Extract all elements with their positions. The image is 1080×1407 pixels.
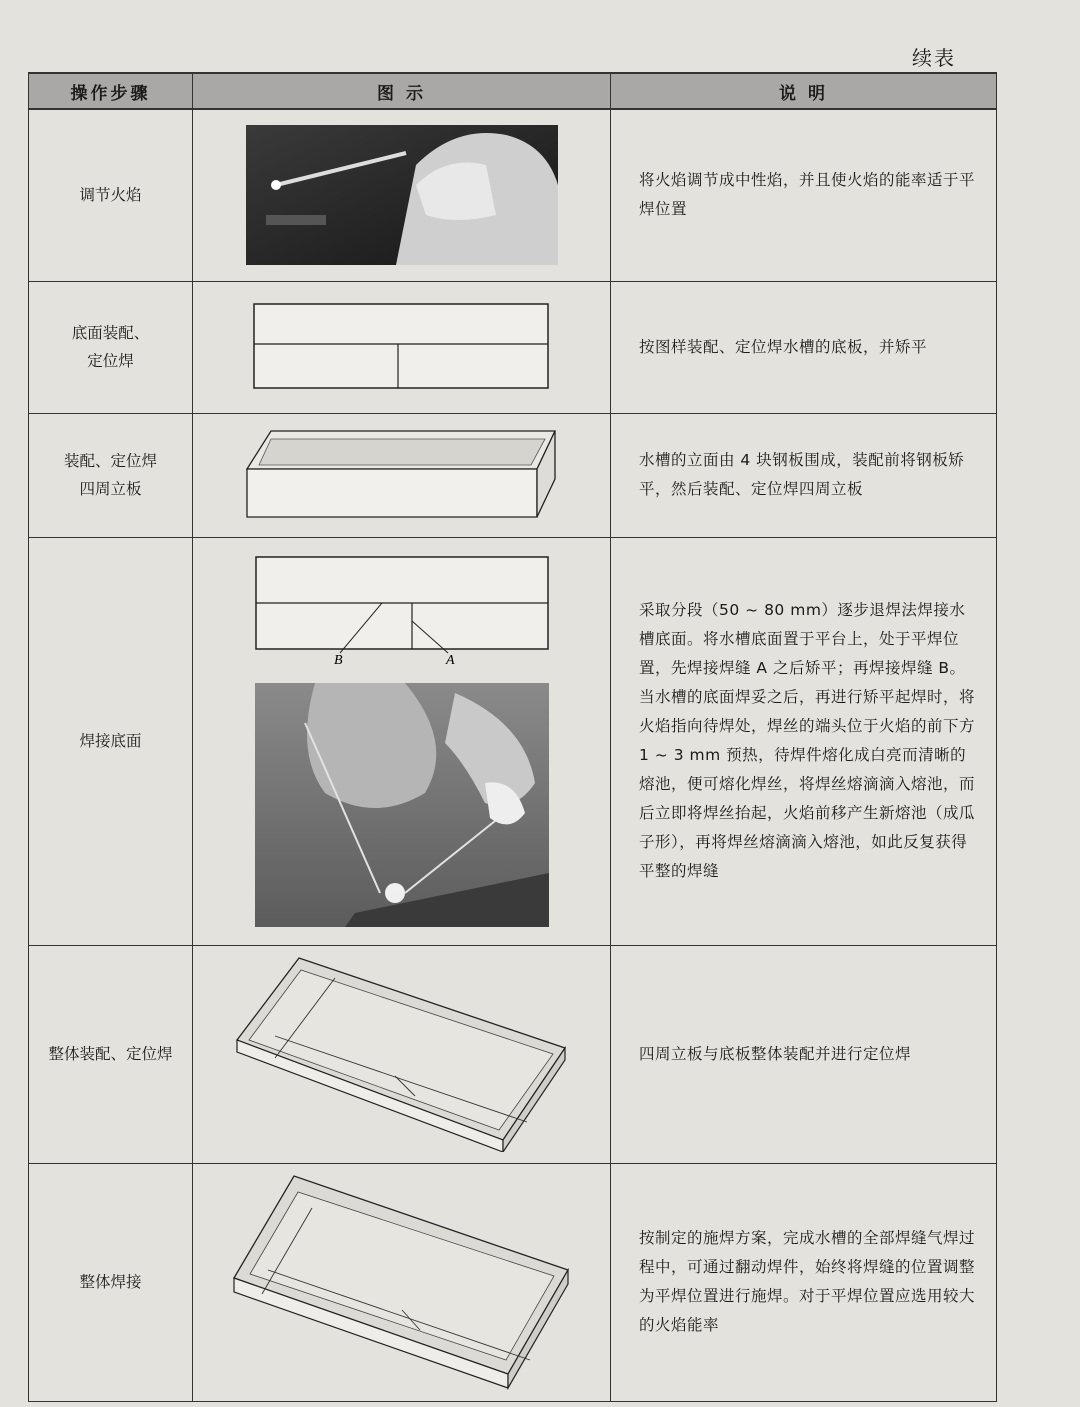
table-row [29, 537, 997, 945]
figure-cell [193, 1163, 611, 1402]
table-row [29, 945, 997, 1163]
weld-seams-diagram [252, 555, 552, 665]
description-cell: 按制定的施焊方案，完成水槽的全部焊缝气焊过程中，可通过翻动焊件，始终将焊缝的位置调整为平焊位置进行施焊。对于平焊位置应选用较大的火焰能率 [611, 1163, 997, 1402]
header-description: 说 明 [611, 73, 997, 109]
step-cell [29, 1163, 193, 1402]
description-cell: 采取分段（50 ~ 80 mm）逐步退焊法焊接水槽底面。将水槽底面置于平台上，处于平焊位置，先焊接焊缝 A 之后矫平；再焊接焊缝 B。当水槽的底面焊妥之后，再进行矫平起焊时，将火焰指向待焊处，焊丝的端头位于火焰的前下方 1 ~ 3 mm 预热，待焊件熔化成白亮而清晰的熔池，便可熔化焊丝，将焊丝熔滴滴入熔池，而后立即将焊丝抬起，火焰前移产生新熔池（成瓜子形），再将焊丝熔滴滴入熔池，如此反复获得平整的焊缝 [611, 537, 997, 945]
weld-label-b: B [333, 653, 343, 665]
figure-cell [193, 945, 611, 1163]
figure-cell [193, 413, 611, 537]
figure-cell [193, 109, 611, 281]
step-cell [29, 537, 193, 945]
table-row [29, 281, 997, 413]
step-cell [29, 281, 193, 413]
step-name: 底面装配、 定位焊 [71, 324, 150, 370]
description-cell: 将火焰调节成中性焰，并且使火焰的能率适于平焊位置 [611, 109, 997, 281]
step-cell [29, 109, 193, 281]
operation-steps-table [28, 72, 997, 1402]
figure-cell [193, 281, 611, 413]
step-name: 调节火焰 [79, 186, 142, 205]
weld-label-a: A [445, 653, 455, 665]
description-cell: 四周立板与底板整体装配并进行定位焊 [611, 945, 997, 1163]
tank-assembly-diagram [235, 956, 569, 1152]
side-plates-box-diagram [245, 429, 559, 521]
continued-label: 续表 [912, 46, 956, 70]
bottom-plate-diagram [252, 302, 552, 392]
table-row [29, 109, 997, 281]
welding-bottom-photo [255, 683, 549, 927]
table-header-row [29, 73, 997, 109]
header-step: 操作步骤 [29, 73, 193, 109]
description-cell: 按图样装配、定位焊水槽的底板，并矫平 [611, 281, 997, 413]
tank-welding-diagram [232, 1174, 572, 1390]
step-name: 整体焊接 [79, 1273, 142, 1292]
header-figure: 图 示 [193, 73, 611, 109]
description-cell: 水槽的立面由 4 块钢板围成，装配前将钢板矫平，然后装配、定位焊四周立板 [611, 413, 997, 537]
step-cell [29, 945, 193, 1163]
step-name: 焊接底面 [79, 732, 142, 750]
table-row [29, 1163, 997, 1402]
figure-cell [193, 537, 611, 945]
flame-adjust-photo [246, 125, 558, 265]
step-name: 整体装配、定位焊 [48, 1045, 173, 1063]
table-row [29, 413, 997, 537]
step-cell [29, 413, 193, 537]
step-name: 装配、定位焊 四周立板 [63, 452, 157, 498]
